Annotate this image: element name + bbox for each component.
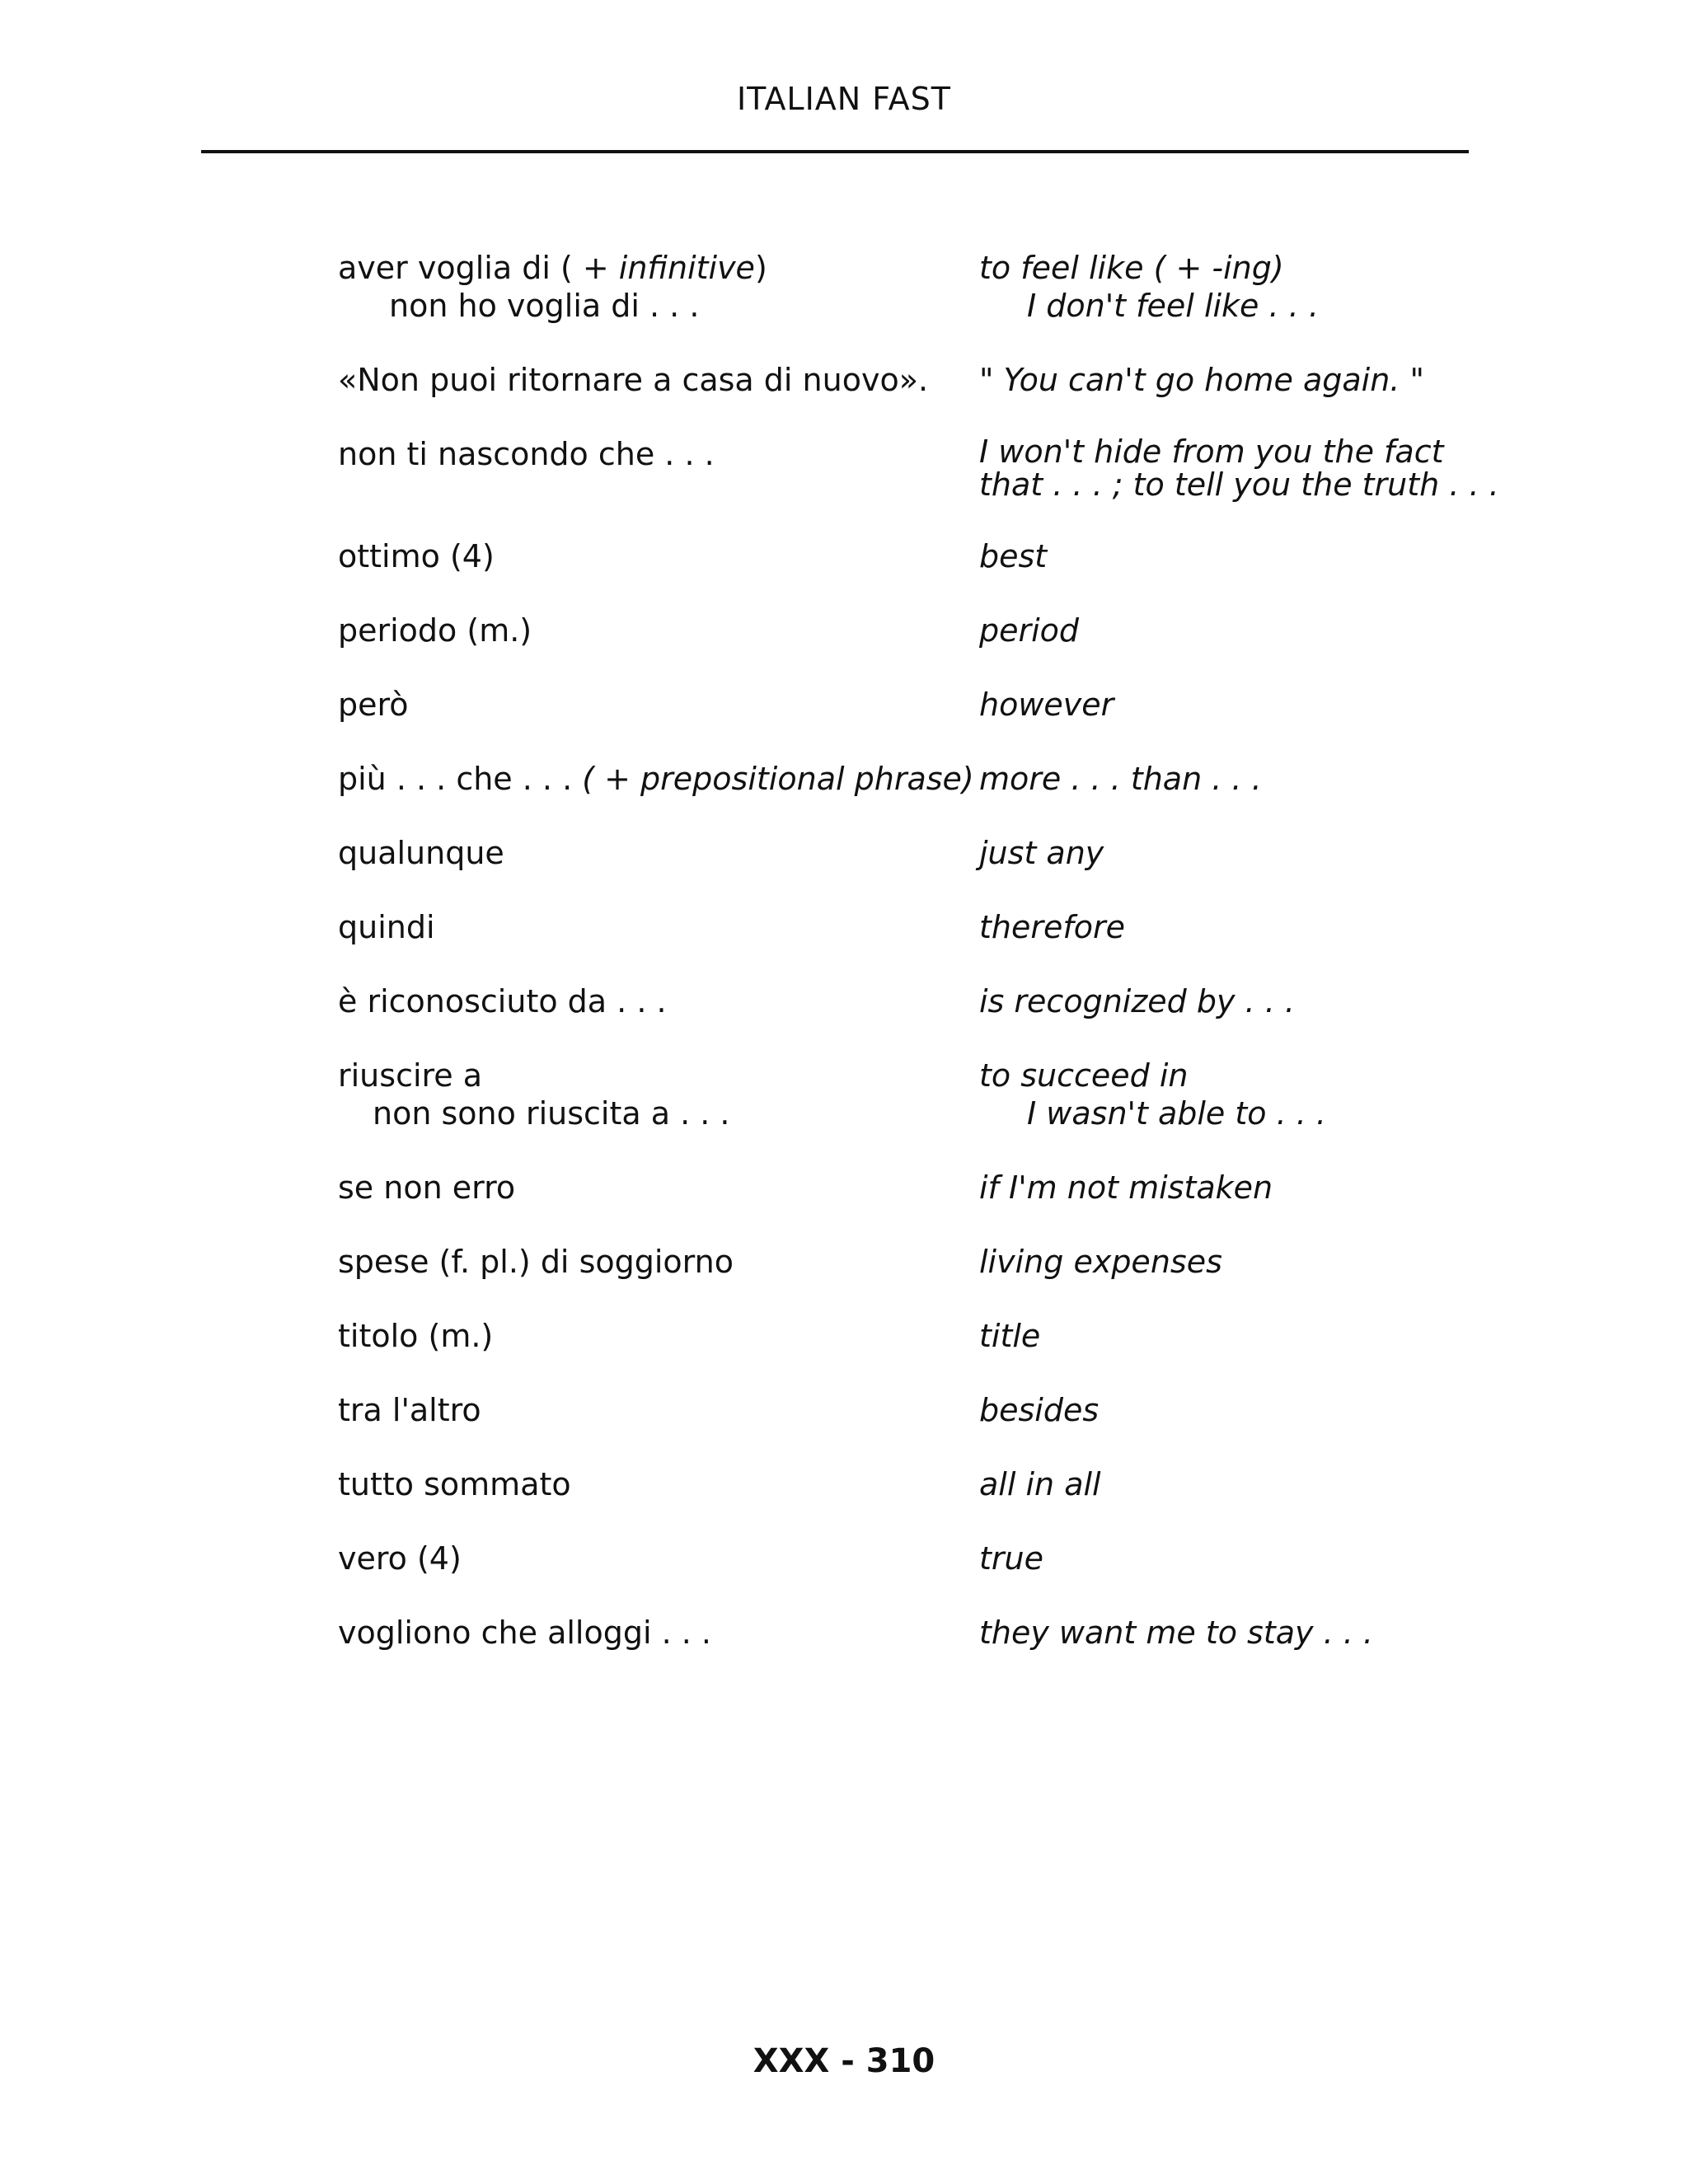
vocab-entry (338, 1243, 1492, 1281)
english-term-continuation: that . . . ; to tell you the truth . . . (979, 466, 1499, 503)
english-translation: however (979, 687, 1114, 723)
vocab-entry (338, 982, 1492, 1020)
italian-term: però (338, 687, 409, 723)
italian-example: non sono riuscita a . . . (373, 1095, 730, 1132)
english-translation: just any (979, 835, 1104, 871)
english-translation (979, 249, 1492, 325)
italian-term: è riconosciuto da . . . (338, 983, 667, 1019)
italian-term: quindi (338, 909, 435, 945)
english-translation (979, 1057, 1492, 1132)
english-translation: living expenses (979, 1244, 1222, 1280)
vocab-entry (338, 361, 1492, 399)
english-translation: all in all (979, 1466, 1101, 1502)
vocab-entry (338, 1540, 1492, 1577)
italian-example: non ho voglia di . . . (389, 288, 700, 324)
italian-term: qualunque (338, 835, 504, 871)
english-translation: true (979, 1540, 1043, 1577)
italian-term: spese (f. pl.) di soggiorno (338, 1244, 734, 1280)
vocab-entry (338, 1614, 1492, 1652)
english-term-text: I won't hide from you the fact (979, 434, 1444, 470)
italian-term: periodo (m.) (338, 612, 532, 649)
page-title: ITALIAN FAST (736, 81, 952, 117)
vocab-entry (338, 1317, 1492, 1355)
english-translation: besides (979, 1392, 1100, 1428)
italian-term-close: ) (754, 250, 767, 286)
english-translation: " You can't go home again. " (979, 362, 1424, 398)
italian-term-note: ( + prepositional phrase) (582, 761, 974, 797)
english-translation: title (979, 1318, 1041, 1354)
english-term-text: to succeed in (979, 1057, 1189, 1094)
italian-term: vogliono che alloggi . . . (338, 1615, 711, 1651)
italian-term-note: + infinitive (572, 250, 755, 286)
english-translation: they want me to stay . . . (979, 1615, 1374, 1651)
english-translation: therefore (979, 909, 1125, 945)
italian-term: se non erro (338, 1169, 516, 1206)
english-translation: best (979, 538, 1048, 574)
italian-term: tra l'altro (338, 1392, 481, 1428)
english-translation: if I'm not mistaken (979, 1169, 1273, 1206)
italian-term-text: più . . . che . . . (338, 761, 583, 797)
english-term-text: to feel like ( + -ing) (979, 250, 1284, 286)
italian-term: vero (4) (338, 1540, 462, 1577)
english-example: I wasn't able to . . . (1027, 1095, 1327, 1132)
english-translation: period (979, 612, 1080, 649)
vocab-entry (338, 434, 1499, 503)
vocab-entry (338, 1391, 1492, 1429)
english-translation (979, 435, 1499, 501)
italian-term: «Non puoi ritornare a casa di nuovo». (338, 362, 929, 398)
italian-term (338, 760, 979, 798)
vocab-entry (338, 908, 1492, 946)
english-translation: more . . . than . . . (979, 761, 1262, 797)
italian-term-text: aver voglia di ( (338, 250, 573, 286)
english-translation: is recognized by . . . (979, 983, 1295, 1019)
vocab-entry (338, 686, 1492, 724)
header-divider (201, 150, 1469, 153)
vocab-entry (338, 834, 1492, 872)
italian-term: ottimo (4) (338, 538, 495, 574)
vocab-entry (338, 760, 1492, 798)
vocab-entry (338, 612, 1492, 649)
italian-term (338, 1057, 979, 1132)
italian-term: tutto sommato (338, 1466, 571, 1502)
italian-term (338, 249, 979, 325)
vocab-entry (338, 249, 1492, 325)
english-example: I don't feel like . . . (1027, 288, 1319, 324)
italian-term-text: riuscire a (338, 1057, 483, 1094)
italian-term: titolo (m.) (338, 1318, 494, 1354)
page-number: XXX - 310 (753, 2042, 935, 2080)
vocab-entry (338, 1169, 1492, 1207)
vocabulary-list (338, 249, 1499, 1688)
vocab-entry (338, 537, 1492, 575)
vocab-entry (338, 1465, 1492, 1503)
italian-term: non ti nascondo che . . . (338, 436, 715, 472)
vocab-entry (338, 1057, 1492, 1132)
